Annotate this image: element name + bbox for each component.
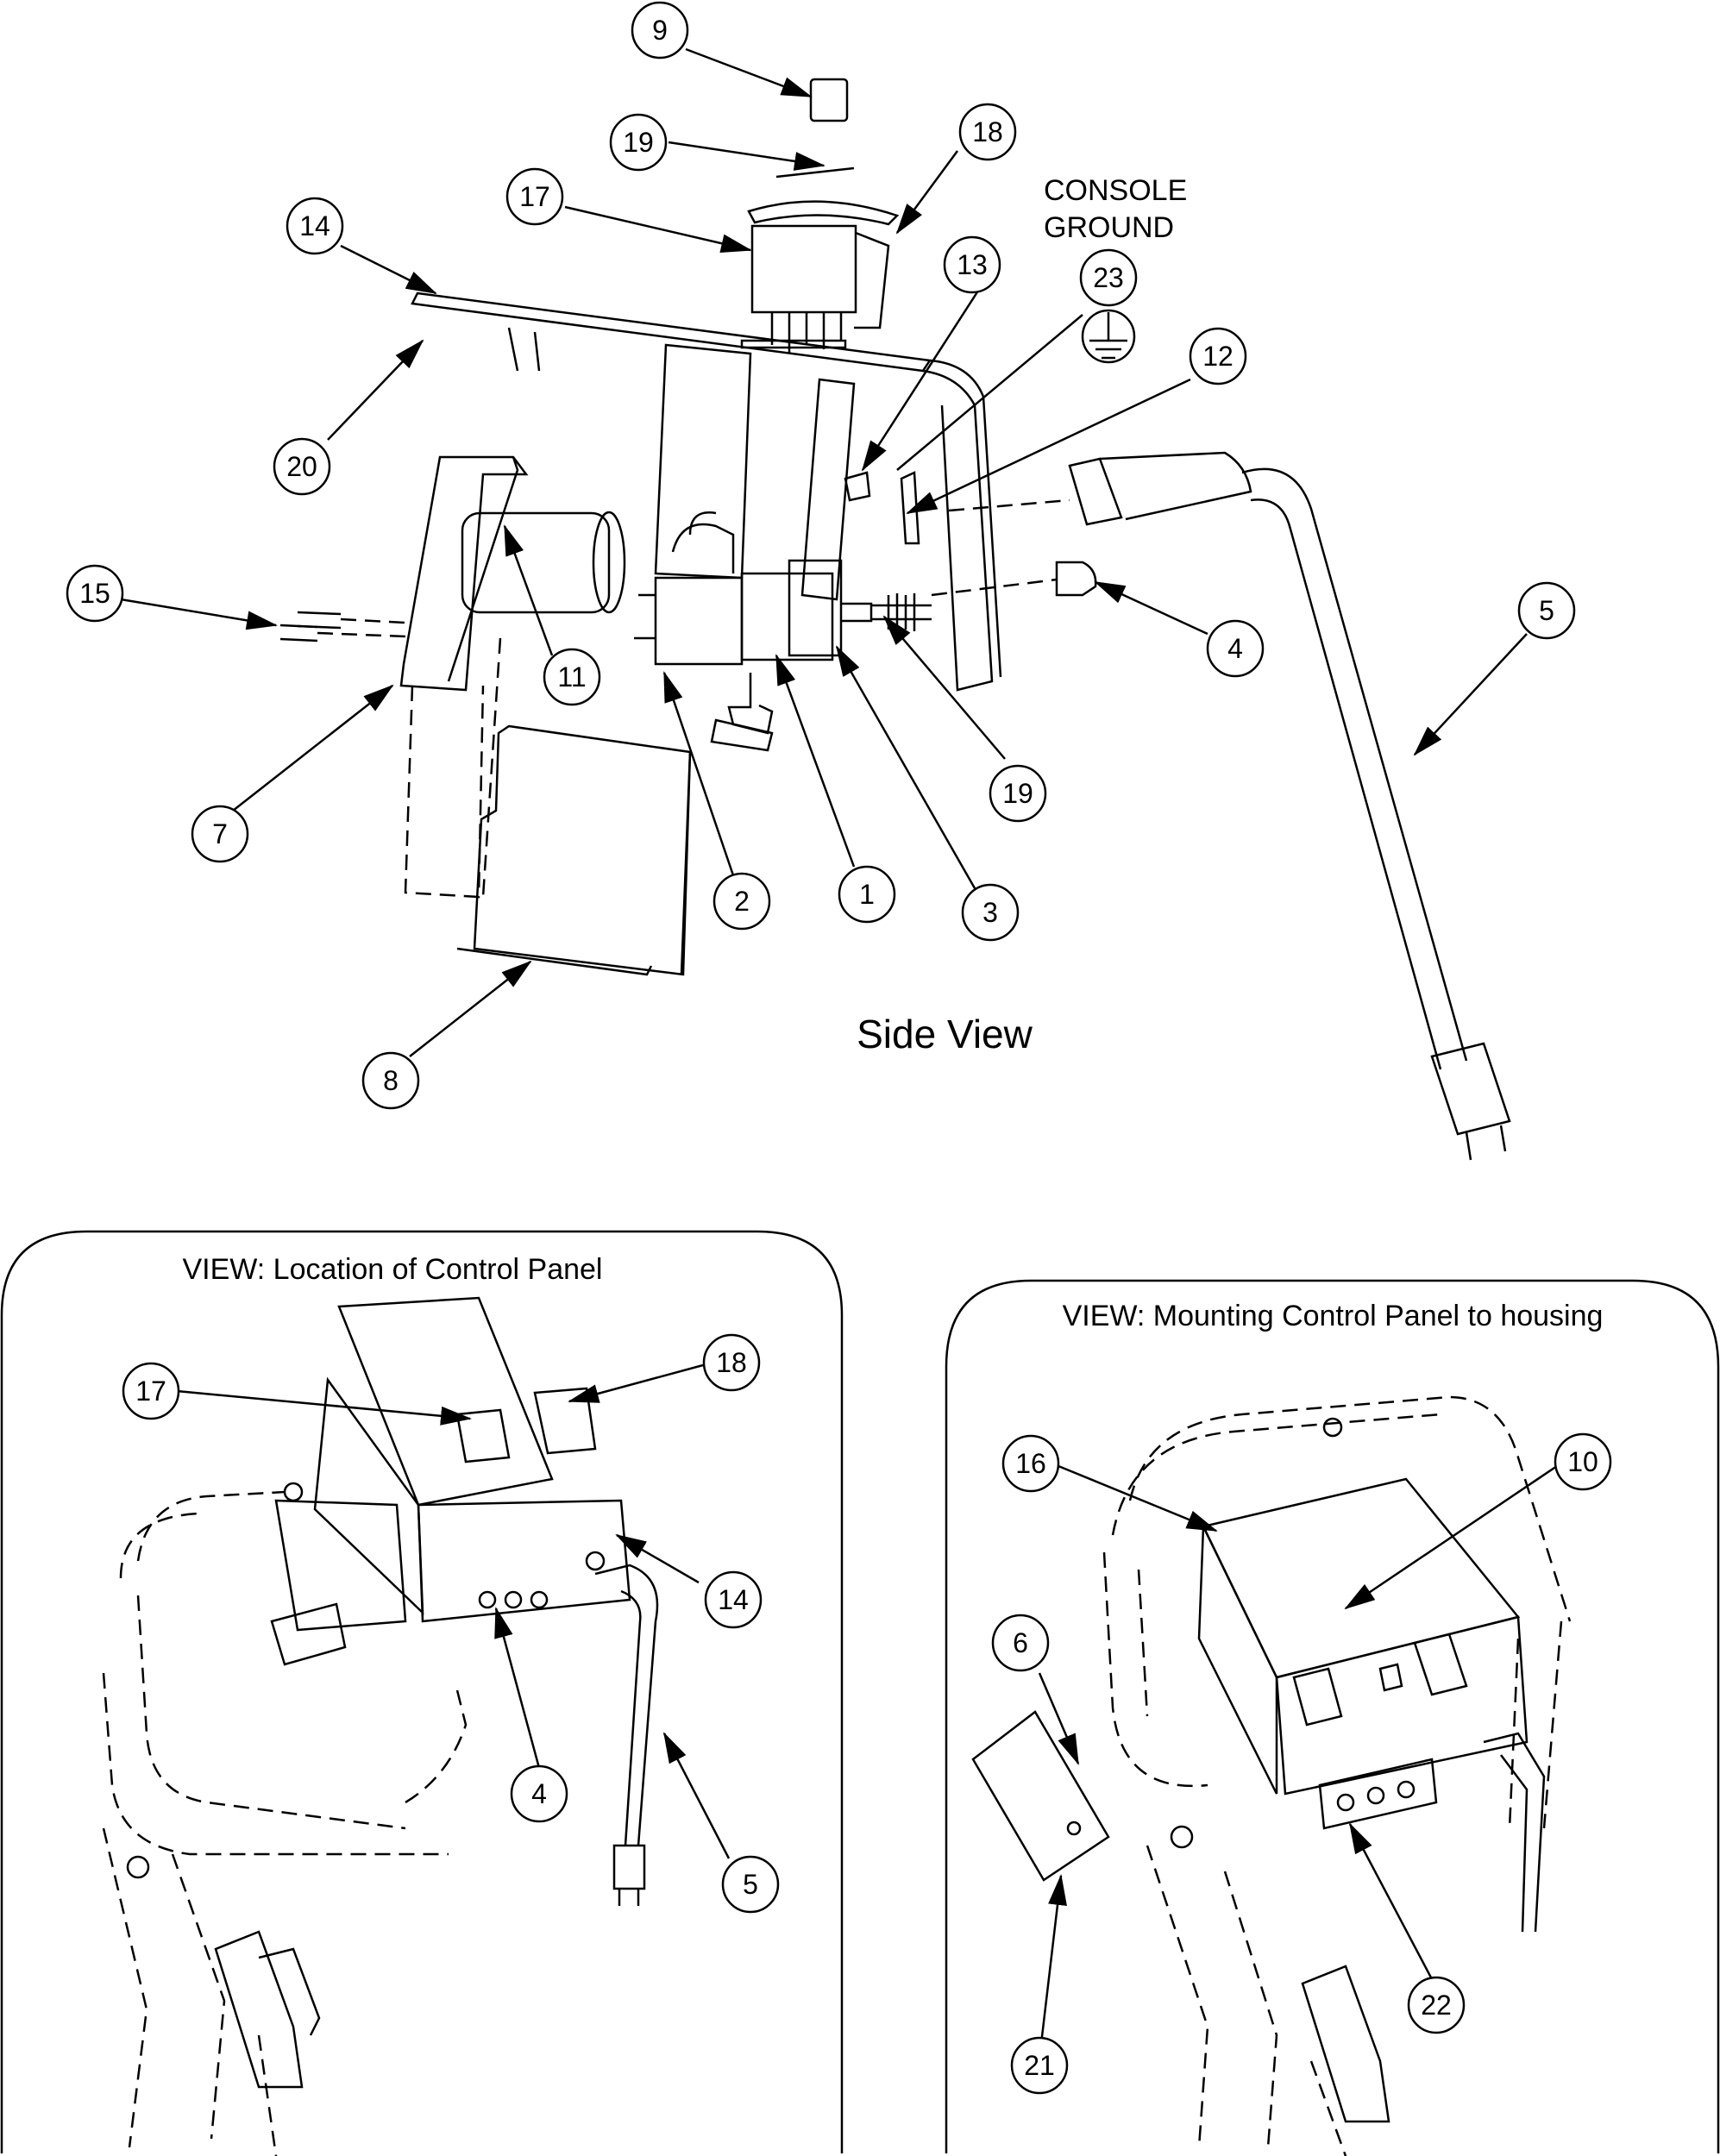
svg-text:12: 12: [1202, 341, 1234, 372]
svg-text:17: 17: [135, 1376, 166, 1407]
rocker-switch-part: [749, 79, 897, 354]
svg-text:22: 22: [1421, 1990, 1452, 2021]
callout-7: [192, 806, 248, 862]
leader-3: [837, 647, 975, 888]
svg-text:15: 15: [79, 578, 110, 609]
svg-text:3: 3: [982, 897, 998, 928]
leader-17: [565, 207, 750, 250]
leader-22: [1350, 1824, 1432, 1979]
svg-text:18: 18: [972, 116, 1003, 147]
housing-part-left: [104, 1483, 466, 2156]
leader-4-left: [496, 1608, 539, 1768]
side-view-caption: Side View: [857, 1012, 1033, 1056]
callout-4-left: [512, 1766, 567, 1821]
leader-18: [897, 151, 957, 233]
svg-text:5: 5: [1539, 595, 1554, 626]
leader-11: [505, 526, 552, 655]
callout-1: [839, 867, 895, 922]
leader-2: [664, 673, 733, 875]
side-view: [280, 79, 1510, 1160]
callout-15: [67, 566, 122, 621]
svg-text:4: 4: [1227, 633, 1243, 664]
view-mounting-panel: [946, 1281, 1718, 2156]
leader-9: [686, 49, 811, 97]
side-view-leaders: [121, 49, 1527, 1056]
view-location-callouts: [123, 1335, 778, 1912]
svg-text:19: 19: [1002, 778, 1033, 809]
callout-17: [507, 169, 562, 224]
callout-12: [1190, 329, 1246, 384]
leader-21: [1041, 1876, 1061, 2044]
svg-text:7: 7: [212, 818, 228, 849]
knob-part: [932, 562, 1095, 595]
svg-text:20: 20: [286, 451, 317, 482]
callout-19-right: [990, 766, 1045, 821]
leader-1: [776, 655, 854, 867]
callout-16: [1003, 1436, 1058, 1491]
svg-text:2: 2: [734, 886, 750, 917]
callout-14: [287, 198, 342, 254]
leader-8: [410, 962, 530, 1056]
callout-18: [960, 104, 1015, 160]
leader-4: [1095, 582, 1208, 634]
leader-14-left: [617, 1535, 699, 1583]
leader-12: [907, 379, 1190, 513]
svg-text:8: 8: [383, 1065, 399, 1096]
side-view-callouts: [67, 3, 1574, 1108]
screw-part: [280, 612, 405, 641]
callout-22: [1409, 1977, 1464, 2033]
callout-2: [714, 874, 769, 929]
callout-9: [632, 3, 687, 58]
callout-5-left: [723, 1857, 778, 1912]
svg-text:10: 10: [1567, 1446, 1598, 1477]
view-location-title: VIEW: Location of Control Panel: [182, 1253, 603, 1286]
svg-text:16: 16: [1015, 1448, 1046, 1479]
console-ground-label-line1: CONSOLE: [1044, 174, 1188, 207]
view-mounting-callouts: [993, 1434, 1610, 2093]
callout-21: [1012, 2038, 1067, 2093]
svg-text:13: 13: [957, 249, 988, 280]
callout-18-left: [704, 1335, 759, 1390]
leader-6: [1039, 1673, 1078, 1764]
leader-15: [121, 599, 276, 625]
svg-text:14: 14: [718, 1584, 749, 1615]
svg-text:19: 19: [623, 127, 654, 158]
callout-4: [1208, 621, 1263, 676]
leader-20: [328, 341, 423, 440]
top-plate-part: [412, 293, 1001, 690]
callout-23: [1081, 250, 1136, 305]
callout-14-left: [706, 1572, 761, 1627]
svg-text:9: 9: [652, 15, 668, 46]
leader-18-left: [569, 1365, 703, 1401]
svg-text:14: 14: [299, 210, 330, 241]
callout-17-left: [123, 1363, 179, 1419]
leader-10: [1346, 1466, 1557, 1608]
svg-text:18: 18: [716, 1347, 747, 1378]
view-mounting-title: VIEW: Mounting Control Panel to housing: [1062, 1300, 1604, 1332]
leader-19-right: [884, 617, 1005, 759]
view-location-panel: [2, 1232, 842, 2156]
callout-20: [274, 439, 330, 494]
callout-11: [544, 649, 599, 705]
svg-text:1: 1: [859, 879, 875, 910]
svg-text:17: 17: [519, 181, 550, 212]
callout-13: [945, 237, 1000, 292]
leader-19-top: [669, 142, 824, 166]
callout-19-top: [611, 115, 666, 170]
svg-text:23: 23: [1093, 262, 1124, 293]
warning-tag-part: [973, 1712, 1108, 1880]
leader-5: [1415, 634, 1527, 755]
callout-5: [1519, 583, 1574, 638]
control-box-part: [276, 1298, 630, 1630]
svg-text:6: 6: [1013, 1627, 1028, 1658]
leader-7: [233, 686, 392, 811]
console-ground-label-line2: GROUND: [1044, 211, 1175, 244]
svg-text:11: 11: [557, 661, 587, 693]
svg-text:4: 4: [531, 1778, 547, 1809]
ground-symbol-icon: [1083, 310, 1134, 362]
housing-part-right: [1104, 1397, 1570, 2156]
callout-10: [1555, 1434, 1610, 1489]
leader-23: [897, 315, 1083, 470]
view-mounting-frame: [946, 1281, 1718, 2153]
svg-text:21: 21: [1024, 2050, 1055, 2081]
callout-6: [993, 1615, 1048, 1670]
svg-text:5: 5: [743, 1869, 758, 1900]
leader-5-left: [664, 1733, 729, 1858]
callout-3: [963, 885, 1018, 940]
callout-8: [363, 1053, 418, 1108]
leader-14: [341, 246, 436, 293]
power-cord-part-left: [595, 1565, 657, 1906]
